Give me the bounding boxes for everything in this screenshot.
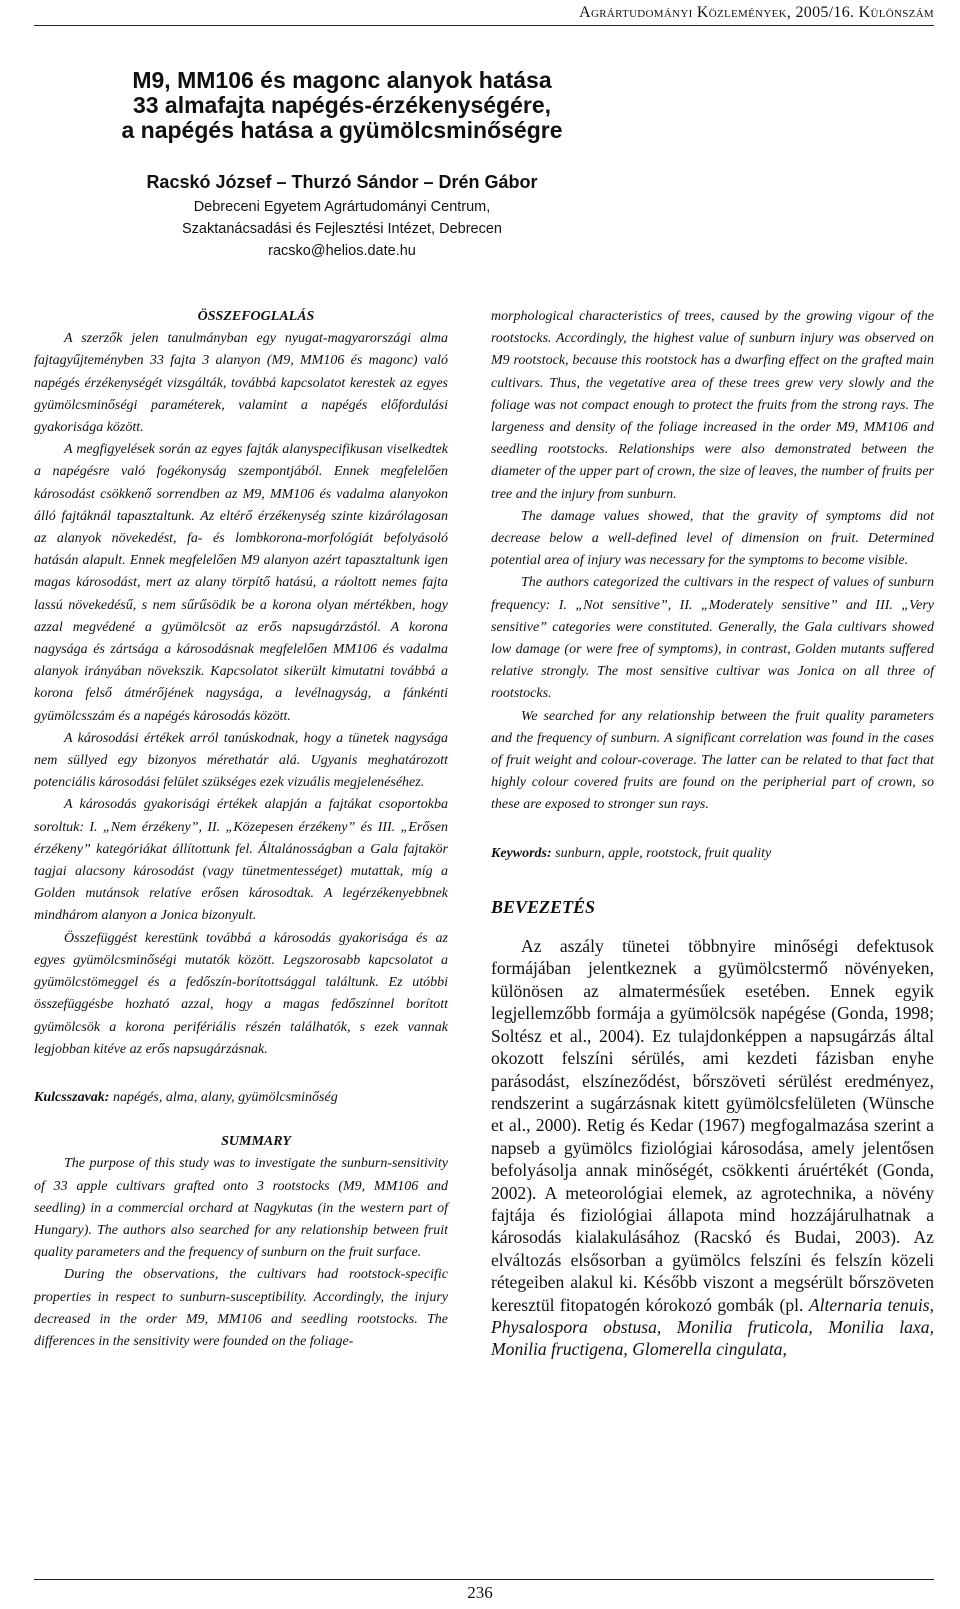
abstract-paragraph: A szerzők jelen tanulmányban egy nyugat-magyarországi alma fajtagyűjteményben 33 fajta 3 alanyon (M9, MM106 és magonc) való napégés érzékenységét vizsgálták, továbbá kapcsolatot kerestek az egyes gyümölcsminőségi paraméterek, valamint a napégés előfordulási gyakorisága között. <box>34 331 448 436</box>
article-header <box>62 68 622 262</box>
title-line: a napégés hatása a gyümölcsminőségre <box>121 117 563 143</box>
summary-paragraph: We searched for any relationship between the fruit quality parameters and the frequency of sunburn. A significant correlation was found in the cases of fruit weight and colour-coverage. The latter can be related to that fact that highly colour covered fruits are found on the peripherial part of crown, so these are exposed to stronger sun rays. <box>491 708 934 813</box>
summary-paragraph: During the observations, the cultivars had rootstock-specific properties in respect to sunburn-susceptibility. Accordingly, the injury decreased in the order M9, MM106 and seedling rootstocks. The differences in the sensitivity were founded on the foliage- <box>34 1267 448 1349</box>
title-line: 33 almafajta napégés-érzékenységére, <box>132 92 552 118</box>
keywords-hu <box>34 1087 448 1109</box>
title-line: M9, MM106 és magonc alanyok hatása <box>132 67 552 93</box>
keywords-label: Kulcsszavak: <box>34 1089 110 1105</box>
keywords-text: sunburn, apple, rootstock, fruit quality <box>551 845 772 861</box>
authors: Racskó József – Thurzó Sándor – Drén Gábor <box>146 172 538 192</box>
abstract-paragraph: Összefüggést kerestünk továbbá a károsodás gyakorisága és az egyes gyümölcsminőségi mutatók között. Legszorosabb kapcsolatot a gyümölcstömeggel és a fedőszín-borítottsággal találtunk. Ez utóbbi összefüggésbe hozható azzal, hogy a magas fedőszínnel borított gyümölcsök a korona perifériális részén találhatók, s ezek vannak legjobban kitéve az erős napsugárzásnak. <box>34 930 448 1057</box>
right-column <box>491 306 934 1361</box>
abstract-paragraph: A károsodás gyakorisági értékek alapján a fajtákat csoportokba soroltuk: I. „Nem érzékeny”, II. „Közepesen érzékeny” és III. „Erősen érzékeny” kategóriákat állítottunk fel. Általánosságban a Gala fajtakör tagjai alacsony károsodást (vagy tünetmentességet) mutattak, míg a Golden mutánsok relatíve erősen károsodtak. A legérzékenyebbnek mindhárom alanyon a Jonica bizonyult. <box>34 797 448 924</box>
running-head: Agrártudományi Közlemények, 2005/16. Különszám <box>34 4 934 26</box>
page-number: 236 <box>467 1583 493 1602</box>
abstract-paragraph: A megfigyelések során az egyes fajták alanyspecifikusan viselkedtek a napégésre való fogékonyság szempontjából. Ennek megfelelően károsodást csökkenő sorrendben az M9, MM106 és vadalma alanyokon álló fajtáknál tapasztaltunk. Az eltérő érzékenység szinte kizárólagosan az alanyok növekedést, fa- és lombkorona-morfológiát befolyásoló hatásán alapult. Ennek megfelelően M9 alanyon azért tapasztaltunk igen magas károsodást, mert az alany törpítő hatású, a ráoltott nemes fajta lassú növekedésű, s nem sűrűsödik be a korona olyan mértékben, hogy azzal megvédené a gyümölcsöt az erős napsugárzástól. A korona nagysága és zártsága a károsodásnak megfelelően MM106 és vadalma alanyok irányában növekszik. Kapcsolatot sikerült kimutatni továbbá a korona felső átmérőjének nagysága, a levélnagyság, a fánkénti gyümölcsszám és a napégés károsodás között. <box>34 442 448 724</box>
email-link[interactable]: racsko@helios.date.hu <box>268 243 416 259</box>
left-column <box>34 306 448 1353</box>
intro-paragraph <box>491 935 934 1361</box>
affiliation <box>62 196 622 262</box>
summary-paragraph: morphological characteristics of trees, caused by the growing vigour of the rootstocks. Accordingly, the highest value of sunburn injury was observed on M9 rootstock, because this rootstock has a dwarfing effect on the grafted main cultivars. Thus, the vegetative area of these trees grew very slowly and the foliage was not compact enough to protect the fruits from the strong rays. The largeness and density of the foliage increased in the order M9, MM106 and seedling rootstocks. Relationships were also demonstrated between the diameter of the upper part of crown, the size of leaves, the number of fruits per tree and the injury from sunburn. <box>491 309 934 502</box>
keywords-en <box>491 843 934 865</box>
osszefoglalas-heading: ÖSSZEFOGLALÁS <box>197 309 315 324</box>
article-title <box>62 68 622 143</box>
affiliation-line: Debreceni Egyetem Agrártudományi Centrum, <box>193 199 491 215</box>
summary-paragraph: The purpose of this study was to investigate the sunburn-sensitivity of 33 apple cultivars grafted onto 3 rootstocks (M9, MM106 and seedling) in a commercial orchard at Nagykutas (in the western part of Hungary). The authors also searched for any relationship between fruit quality parameters and the frequency of sunburn on the fruit surface. <box>34 1156 448 1261</box>
keywords-label: Keywords: <box>491 845 552 861</box>
keywords-text: napégés, alma, alany, gyümölcsminőség <box>109 1089 338 1105</box>
footer-rule <box>34 1579 934 1580</box>
abstract-paragraph: A károsodási értékek arról tanúskodnak, hogy a tünetek nagysága nem süllyed egy bizonyos mérethatár alá. Ugyanis meghatározott potenciális károsodási felület szükséges ezek vizuális megjelenéséhez. <box>34 730 448 791</box>
affiliation-line: Szaktanácsadási és Fejlesztési Intézet, Debrecen <box>182 221 502 237</box>
species-list: Alternaria tenuis, Physalospora obstusa, Monilia fruticola, Monilia laxa, Monilia fructigena, Glomerella cingulata, <box>491 1294 934 1360</box>
summary-heading: SUMMARY <box>221 1134 291 1150</box>
intro-text: Az aszály tünetei többnyire minőségi defektusok formájában jelentkeznek a gyümölcstermő növényeken, különösen az almatermésűek esetében. Ennek egyik legjellemzőbb formája a gyümölcsök napégése (Gonda, 1998; Soltész et al., 2004). Ez tulajdonképpen a napsugárzás által okozott felszíni sérülés, ami kezdeti fázisban enyhe parásodást, elszíneződést, bőrszöveti sérülést eredményez, rendszerint a sugárzásnak kitett gyümölcsfelületen (Wünsche et al., 2000). Retig és Kedar (1967) megfogalmazása szerint a napseb a gyümölcs fiziológiai károsodása, amely jelentősen befolyásolja annak minőségét, csökkenti áruértékét (Gonda, 2002). A meteorológiai elemek, az agrotechnika, a növény fajtája és fiziológiai állapota mind hozzájárulhatnak a károsodás kialakulásához (Racskó és Budai, 2003). Az elváltozás elsősorban a gyümölcs felszíni és felszín közeli rétegeiben alakul ki. Később viszont a megsérült bőrszöveten keresztül fitopatogén kórokozó gombák (pl. <box>491 936 934 1315</box>
summary-paragraph: The authors categorized the cultivars in the respect of values of sunburn frequency: I. „Not sensitive”, II. „Moderately sensitive” and III. „Very sensitive” categories were constituted. Generally, the Gala cultivars showed low damage (or were free of symptoms), in contrast, Golden mutants suffered relative strongly. The most sensitive cultivar was Jonica on all three of rootstocks. <box>491 575 934 702</box>
bevezetes-heading: BEVEZETÉS <box>491 896 596 917</box>
summary-paragraph: The damage values showed, that the gravity of symptoms did not decrease below a well-defined level of dimension on fruit. Determined potential area of injury was necessary for the symptoms to become visible. <box>491 508 934 569</box>
